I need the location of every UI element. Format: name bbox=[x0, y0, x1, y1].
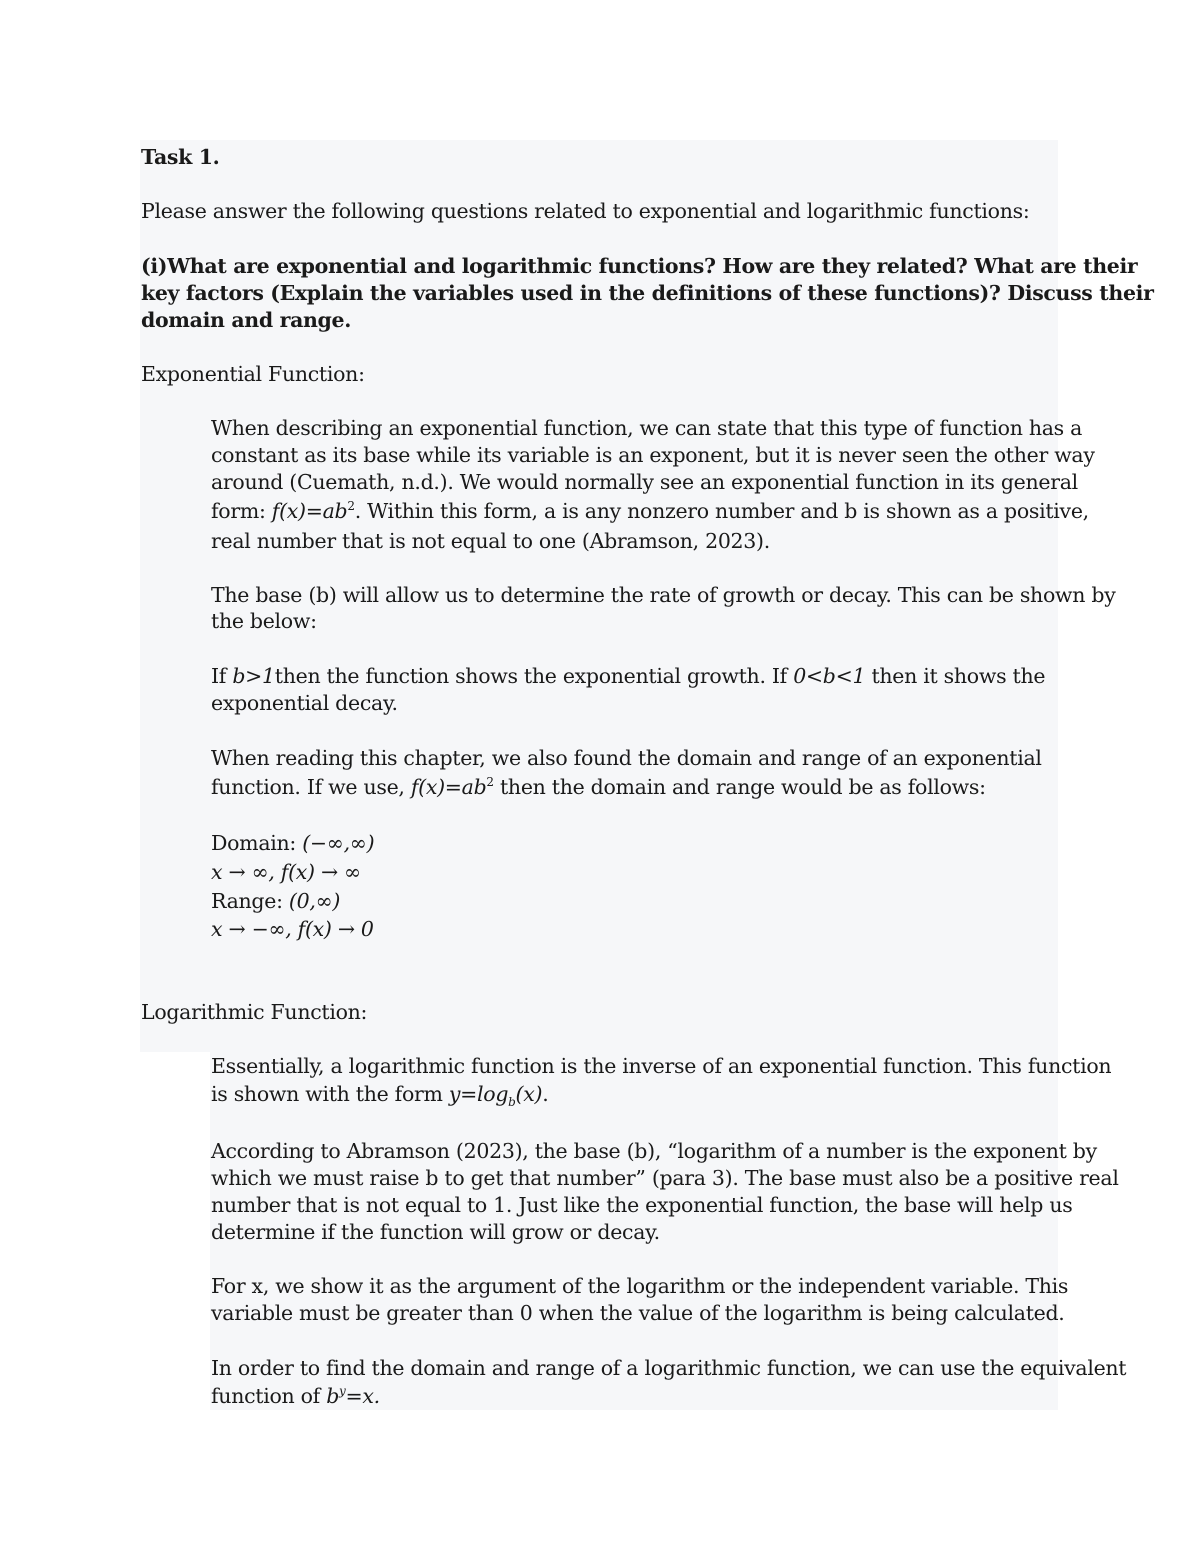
log-p2-line-4: determine if the function will grow or decay. bbox=[211, 1220, 660, 1244]
range-line bbox=[211, 887, 340, 915]
question-line-3: domain and range. bbox=[141, 308, 352, 332]
general-form-exponent: 2 bbox=[347, 499, 355, 513]
exp-p4-line-2-pre: function. If we use, bbox=[211, 775, 411, 799]
exp-p1-line-4-pre: form: bbox=[211, 499, 272, 523]
equivalent-rest: =x. bbox=[345, 1384, 380, 1408]
equivalent-exponent: y bbox=[339, 1384, 346, 1398]
question-line-2: key factors (Explain the variables used in the definitions of these functions)? Discuss their bbox=[141, 281, 1154, 305]
log-p4-line-2 bbox=[211, 1382, 380, 1410]
log-p1-line-2-pre: is shown with the form bbox=[211, 1082, 449, 1106]
log-p2-line-3: number that is not equal to 1. Just like the exponential function, the base will help us bbox=[211, 1193, 1073, 1217]
log-form-formula: y=log bbox=[448, 1082, 509, 1106]
log-p4-line-2-pre: function of bbox=[211, 1384, 327, 1408]
exp-p4-line-1: When reading this chapter, we also found the domain and range of an exponential bbox=[211, 746, 1042, 770]
exp-p4-line-2 bbox=[211, 773, 986, 801]
exp-p1-line-1: When describing an exponential function, we can state that this type of function has a bbox=[211, 416, 1083, 440]
exp-p2-line-2: the below: bbox=[211, 609, 317, 633]
decay-condition: 0<b<1 bbox=[793, 664, 866, 688]
range-value: (0,∞) bbox=[288, 889, 341, 913]
log-p4-line-1: In order to find the domain and range of a logarithmic function, we can use the equivalent bbox=[211, 1356, 1127, 1380]
exp-p1-line-4-post: . Within this form, a is any nonzero number and b is shown as a positive, bbox=[354, 499, 1089, 523]
exp-p4-line-2-post: then the domain and range would be as follows: bbox=[493, 775, 986, 799]
task-title: Task 1. bbox=[141, 145, 220, 169]
exponential-heading: Exponential Function: bbox=[141, 362, 365, 386]
exp-p2-line-1: The base (b) will allow us to determine the rate of growth or decay. This can be shown by bbox=[211, 583, 1116, 607]
general-form-formula: f(x)=ab bbox=[271, 499, 348, 523]
log-form-argument: (x) bbox=[515, 1082, 543, 1106]
exp-p1-line-5: real number that is not equal to one (Abramson, 2023). bbox=[211, 529, 770, 553]
exp-p1-line-3: around (Cuemath, n.d.). We would normally see an exponential function in its general bbox=[211, 470, 1078, 494]
log-p1-line-1: Essentially, a logarithmic function is the inverse of an exponential function. This function bbox=[211, 1054, 1112, 1078]
question-line-1: (i)What are exponential and logarithmic functions? How are they related? What are their bbox=[141, 254, 1138, 278]
log-form-base: b bbox=[508, 1095, 516, 1109]
domain-line bbox=[211, 829, 374, 857]
exp-p1-line-2: constant as its base while its variable is an exponent, but it is never seen the other way bbox=[211, 443, 1095, 467]
exp-p1-line-4 bbox=[211, 497, 1089, 525]
log-p2-line-1: According to Abramson (2023), the base (b), “logarithm of a number is the exponent by bbox=[211, 1139, 1097, 1163]
log-p3-line-1: For x, we show it as the argument of the logarithm or the independent variable. This bbox=[211, 1274, 1069, 1298]
log-p3-line-2: variable must be greater than 0 when the value of the logarithm is being calculated. bbox=[211, 1301, 1065, 1325]
log-p2-line-2: which we must raise b to get that number” (para 3). The base must also be a positive real bbox=[211, 1166, 1119, 1190]
exp-p3-if: If bbox=[211, 664, 233, 688]
exp-p3-line-1 bbox=[211, 662, 1045, 690]
log-p1-line-2 bbox=[211, 1080, 548, 1108]
domain-label: Domain: bbox=[211, 831, 303, 855]
limit-negative: x → −∞, f(x) → 0 bbox=[211, 917, 374, 941]
exp-p3-end: then it shows the bbox=[865, 664, 1046, 688]
intro-text: Please answer the following questions related to exponential and logarithmic functions: bbox=[141, 199, 1030, 223]
equivalent-base: b bbox=[326, 1384, 340, 1408]
domain-value: (−∞,∞) bbox=[302, 831, 375, 855]
log-p1-line-2-post: . bbox=[542, 1082, 549, 1106]
general-form-formula-2: f(x)=ab bbox=[410, 775, 487, 799]
limit-positive: x → ∞, f(x) → ∞ bbox=[211, 860, 361, 884]
growth-condition: b>1 bbox=[232, 664, 275, 688]
exp-p3-line-2: exponential decay. bbox=[211, 691, 398, 715]
general-form-exponent-2: 2 bbox=[486, 775, 494, 789]
range-label: Range: bbox=[211, 889, 289, 913]
exp-p3-middle: then the function shows the exponential growth. If bbox=[274, 664, 794, 688]
logarithmic-heading: Logarithmic Function: bbox=[141, 1000, 368, 1024]
